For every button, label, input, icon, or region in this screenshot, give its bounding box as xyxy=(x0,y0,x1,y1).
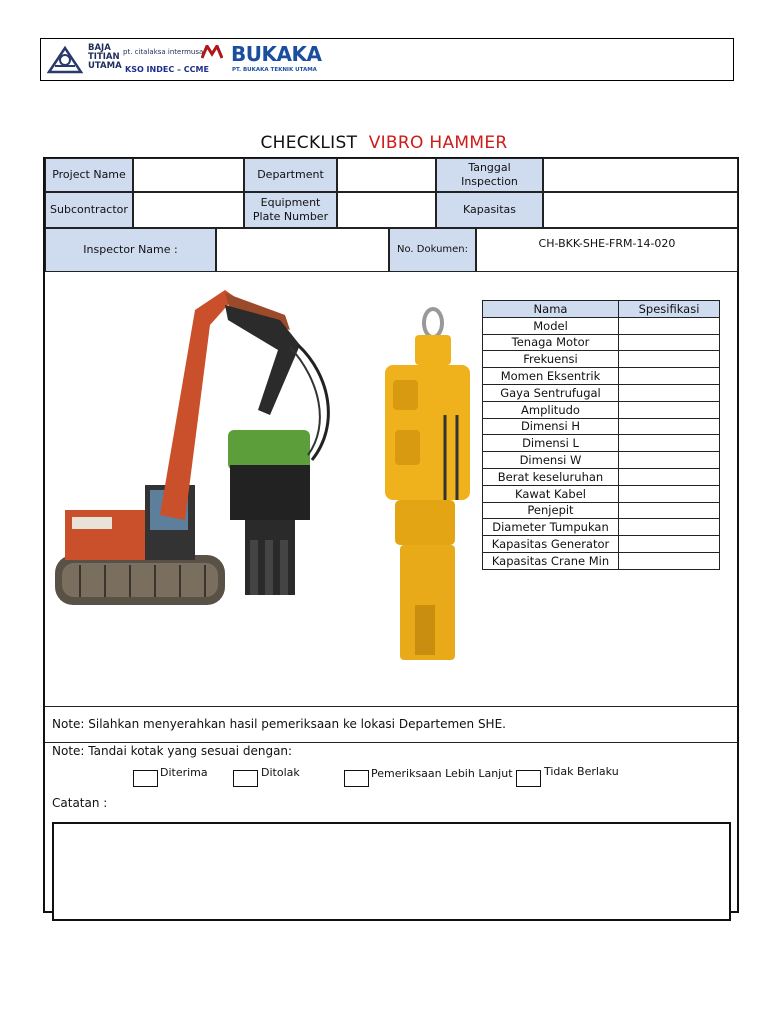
excavator-vibro-hammer-image xyxy=(50,285,350,630)
spec-name: Dimensi L xyxy=(483,435,619,452)
spec-value-field[interactable] xyxy=(619,334,720,351)
table-row xyxy=(483,536,720,553)
table-row xyxy=(483,485,720,502)
spec-name: Kapasitas Generator xyxy=(483,536,619,553)
checkbox-tidak-berlaku[interactable] xyxy=(516,770,541,787)
spec-name: Momen Eksentrik xyxy=(483,368,619,385)
checkbox-pemeriksaan[interactable] xyxy=(344,770,369,787)
spec-name: Diameter Tumpukan xyxy=(483,519,619,536)
spec-value-field[interactable] xyxy=(619,351,720,368)
page-title: CHECKLIST VIBRO HAMMER xyxy=(260,133,508,153)
subcontractor-label: Subcontractor xyxy=(45,192,133,228)
spec-header-nama: Nama xyxy=(483,301,619,318)
table-row xyxy=(483,468,720,485)
spec-value-field[interactable] xyxy=(619,536,720,553)
spec-name: Dimensi W xyxy=(483,452,619,469)
no-dokumen-label: No. Dokumen: xyxy=(389,228,476,272)
inspector-name-field[interactable] xyxy=(216,228,389,272)
spec-value-field[interactable] xyxy=(619,519,720,536)
logo-bukaka-subtitle: PT. BUKAKA TEKNIK UTAMA xyxy=(232,67,317,73)
spec-name: Model xyxy=(483,317,619,334)
spec-header-spesifikasi: Spesifikasi xyxy=(619,301,720,318)
project-name-label: Project Name xyxy=(45,158,133,192)
checkbox-diterima[interactable] xyxy=(133,770,158,787)
spec-value-field[interactable] xyxy=(619,552,720,569)
divider xyxy=(45,742,738,743)
department-field[interactable] xyxy=(337,158,436,192)
spec-value-field[interactable] xyxy=(619,384,720,401)
spec-name: Kapasitas Crane Min xyxy=(483,552,619,569)
equipment-plate-field[interactable] xyxy=(337,192,436,228)
checkbox-label-diterima: Diterima xyxy=(160,766,208,779)
table-row xyxy=(483,418,720,435)
logo-banner xyxy=(40,38,734,81)
spec-name: Kawat Kabel xyxy=(483,485,619,502)
checkbox-label-ditolak: Ditolak xyxy=(261,766,300,779)
tanggal-inspection-field[interactable] xyxy=(543,158,738,192)
kapasitas-field[interactable] xyxy=(543,192,738,228)
logo-citalaksa-text: pt. citalaksa intermusa xyxy=(123,48,204,56)
spec-name: Amplitudo xyxy=(483,401,619,418)
table-row xyxy=(483,435,720,452)
logo-bukaka-text: BUKAKA xyxy=(231,42,322,66)
spec-value-field[interactable] xyxy=(619,485,720,502)
equipment-plate-label: Equipment Plate Number xyxy=(244,192,337,228)
table-row xyxy=(483,552,720,569)
table-row xyxy=(483,502,720,519)
catatan-textarea[interactable] xyxy=(52,822,731,921)
spec-value-field[interactable] xyxy=(619,401,720,418)
project-name-field[interactable] xyxy=(133,158,244,192)
table-row xyxy=(483,334,720,351)
department-label: Department xyxy=(244,158,337,192)
spec-value-field[interactable] xyxy=(619,435,720,452)
spec-value-field[interactable] xyxy=(619,502,720,519)
checkbox-label-tidak-berlaku: Tidak Berlaku xyxy=(544,765,619,778)
kapasitas-label: Kapasitas xyxy=(436,192,543,228)
spec-value-field[interactable] xyxy=(619,418,720,435)
note-submit: Note: Silahkan menyerahkan hasil pemeriksaan ke lokasi Departemen SHE. xyxy=(52,717,506,731)
spec-name: Gaya Sentrufugal xyxy=(483,384,619,401)
spec-value-field[interactable] xyxy=(619,317,720,334)
subcontractor-field[interactable] xyxy=(133,192,244,228)
spec-name: Berat keseluruhan xyxy=(483,468,619,485)
catatan-label: Catatan : xyxy=(52,796,108,810)
divider xyxy=(45,706,738,707)
ccme-logo-icon xyxy=(201,45,223,59)
checkbox-label-pemeriksaan: Pemeriksaan Lebih Lanjut xyxy=(371,767,513,780)
spec-name: Frekuensi xyxy=(483,351,619,368)
table-row xyxy=(483,317,720,334)
yellow-vibro-hammer-image xyxy=(375,305,475,670)
table-row xyxy=(483,452,720,469)
baja-titian-logo-icon xyxy=(45,44,85,76)
no-dokumen-value: CH-BKK-SHE-FRM-14-020 xyxy=(476,228,738,272)
logo-baja-titian-text: BAJA TITIAN UTAMA xyxy=(88,43,122,71)
spec-table xyxy=(482,300,720,570)
logo-kso-text: KSO INDEC – CCME xyxy=(125,65,209,74)
checkbox-ditolak[interactable] xyxy=(233,770,258,787)
spec-name: Tenaga Motor xyxy=(483,334,619,351)
note-mark-box: Note: Tandai kotak yang sesuai dengan: xyxy=(52,744,293,758)
table-row xyxy=(483,401,720,418)
table-row xyxy=(483,351,720,368)
inspector-name-label: Inspector Name : xyxy=(45,228,216,272)
table-row xyxy=(483,368,720,385)
spec-value-field[interactable] xyxy=(619,368,720,385)
table-row xyxy=(483,384,720,401)
spec-name: Penjepit xyxy=(483,502,619,519)
table-row xyxy=(483,519,720,536)
spec-name: Dimensi H xyxy=(483,418,619,435)
spec-value-field[interactable] xyxy=(619,452,720,469)
spec-value-field[interactable] xyxy=(619,468,720,485)
tanggal-inspection-label: Tanggal Inspection xyxy=(436,158,543,192)
